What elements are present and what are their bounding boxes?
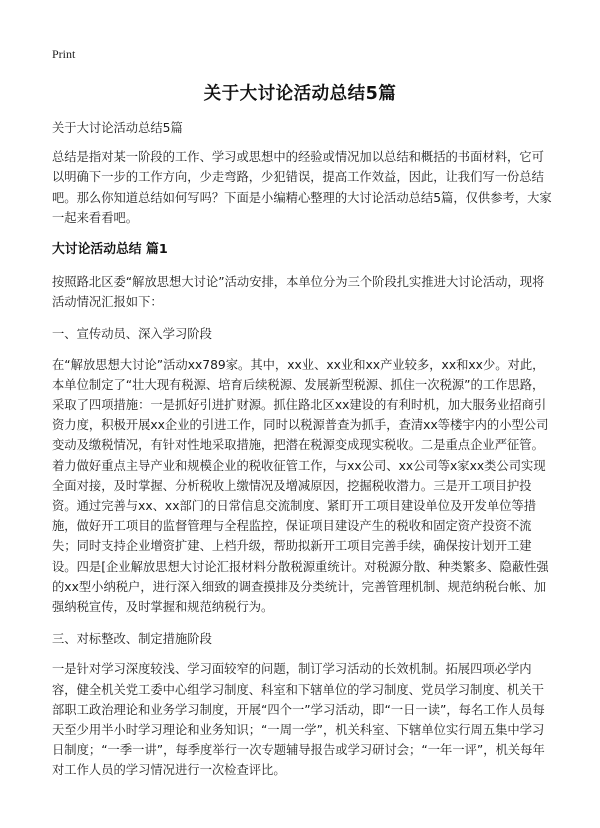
body-paragraph-1: 在“解放思想大讨论”活动xx789家。其中，xx业、xx业和xx产业较多，xx和xx少。对此，本单位制定了“壮大现有税源、培育后续税源、发展新型税源、抓住一次税源”的工作思路，采取了四项措施：一是抓好引进扩财源。抓住路北区xx建设的有利时机，加大服务业招商引资力度，积极开展xx企业的引进工作，同时以税源普查为抓手，查清xx等楼宇内的小型公司变动及缴税情况，有针对性地采取措施，把潜在税源变成现实税收。二是重点企业严征管。着力做好重点主导产业和规模企业的税收征管工作，与xx公司、xx公司等x家xx类公司实现全面对接，及时掌握、分析税收上缴情况及增减原因，挖掘税收潜力。三是开工项目护投资。通过完善与xx、xx部门的日常信息交流制度、紧盯开工项目建设单位及开发单位等措施，做好开工项目的监督管理与全程监控，保证项目建设产生的税收和固定资产投资不流失；同时支持企业增资扩建、上档升级，帮助拟新开工项目完善手续，确保按计划开工建设。四是[企业解放思想大讨论汇报材料分散税源重统计。对税源分散、种类繁多、隐蔽性强的xx型小纳税户，进行深入细致的调查摸排及分类统计，完善管理机制、规范纳税台帐、加强纳税宣传，及时掌握和规范纳税行为。	[52, 357, 549, 615]
document-body	[52, 118, 552, 793]
intro-paragraph: 总结是指对某一阶段的工作、学习或思想中的经验或情况加以总结和概括的书面材料，它可以明确下一步的工作方向，少走弯路，少犯错误，提高工作效益，因此，让我们写一份总结吧。那么你知道总结如何写吗？下面是小编精心整理的大讨论活动总结5篇，仅供参考，大家一起来看看吧。	[52, 150, 552, 225]
section-heading-3: 三、对标整改、制定措施阶段	[52, 632, 212, 647]
opening-paragraph: 按照路北区委“解放思想大讨论”活动安排，本单位分为三个阶段扎实推进大讨论活动，现将活动情况汇报如下：	[52, 275, 545, 310]
section-heading-1: 一、宣传动员、深入学习阶段	[52, 327, 212, 342]
body-paragraph-2: 一是针对学习深度较浅、学习面较窄的问题，制订学习活动的长效机制。拓展四项必学内容，健全机关党工委中心组学习制度、科室和下辖单位的学习制度、党员学习制度、机关干部职工政治理论和业务学习制度，开展“四个一”学习活动，即“一日一读”，每名工作人员每天至少用半小时学习理论和业务知识；“一周一学”，机关科室、下辖单位实行周五集中学习日制度；“一季一讲”，每季度举行一次专题辅导报告或学习研讨会；“一年一评”，机关每年对工作人员的学习情况进行一次检查评比。	[52, 662, 545, 778]
document-title: 关于大讨论活动总结5篇	[203, 84, 397, 104]
article-heading: 大讨论活动总结 篇1	[52, 242, 168, 258]
document-subtitle: 关于大讨论活动总结5篇	[52, 121, 183, 135]
print-link[interactable]: Print	[52, 47, 76, 61]
